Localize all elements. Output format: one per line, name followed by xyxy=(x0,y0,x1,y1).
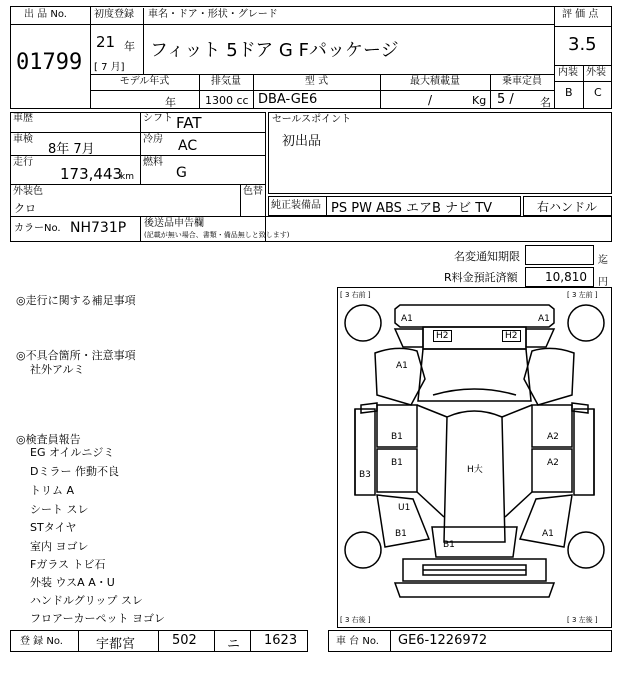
inspector-item: Dミラー 作動不良 xyxy=(30,465,119,478)
defects-title: ◎不具合箇所・注意事項 xyxy=(16,349,136,362)
capacity-unit: 名 xyxy=(540,96,551,109)
inspection-value: 8年 7月 xyxy=(48,142,95,157)
mileage-label: 走行 xyxy=(13,157,33,168)
car-name: フィット 5ドア G Fパッケージ xyxy=(150,40,399,61)
sales-point-value: 初出品 xyxy=(282,134,322,149)
displacement-label: 排気量 xyxy=(211,76,241,87)
year-unit: 年 xyxy=(124,40,135,53)
aftermarket-label: 後送品申告欄 xyxy=(144,218,204,229)
displacement-value: 1300 cc xyxy=(205,94,249,107)
damage-mark: B3 xyxy=(359,470,371,480)
exterior-grade-label: 外装 xyxy=(586,67,606,78)
chassis-value: GE6-1226972 xyxy=(398,633,488,648)
inspector-item: シート スレ xyxy=(30,503,89,516)
lot-number-label: 出 品 No. xyxy=(24,9,67,20)
fuel-label: 燃料 xyxy=(143,157,163,168)
recycle-value: 10,810 xyxy=(545,270,587,284)
inspection-label: 車検 xyxy=(13,134,33,145)
registration-number: 1623 xyxy=(264,633,298,648)
capacity-label: 乗車定員 xyxy=(502,76,542,87)
inspector-item: 室内 ヨゴレ xyxy=(30,540,89,553)
ac-value: AC xyxy=(178,138,198,154)
color-no-value: NH731P xyxy=(70,220,127,236)
interior-grade: B xyxy=(565,86,573,99)
damage-mark: H2 xyxy=(502,330,521,342)
inspector-item: ハンドルグリップ スレ xyxy=(30,594,143,607)
damage-mark: U1 xyxy=(398,503,411,513)
name-change-box xyxy=(525,245,594,265)
shift-value: FAT xyxy=(176,114,202,132)
exterior-grade: C xyxy=(594,86,602,99)
exterior-color-value: クロ xyxy=(14,202,36,215)
damage-mark: B1 xyxy=(395,529,407,539)
max-load-value: / xyxy=(428,93,433,107)
exterior-color-label: 外装色 xyxy=(13,186,43,197)
damage-mark: H2 xyxy=(433,330,452,342)
tire-tag: [ 3 右前 ] xyxy=(340,291,371,299)
tire-tag: [ 3 左後 ] xyxy=(567,616,598,624)
handle-value: 右ハンドル xyxy=(537,200,598,214)
first-registration-month: [ 7 月] xyxy=(94,62,125,73)
damage-mark: A1 xyxy=(401,314,413,324)
inspector-item: 外装 ウスA A・U xyxy=(30,576,115,589)
damage-mark: B1 xyxy=(391,432,403,442)
max-load-unit: Kg xyxy=(472,94,487,107)
registration-place: 宇都宮 xyxy=(96,637,136,652)
type-label: 型 式 xyxy=(304,76,329,87)
inspector-item: EG オイルニジミ xyxy=(30,446,115,459)
inspector-item: Fガラス トビ石 xyxy=(30,558,106,571)
tire-tag: [ 3 左前 ] xyxy=(567,291,598,299)
car-diagram xyxy=(337,287,612,628)
inspector-item: トリム A xyxy=(30,484,75,497)
recycle-unit: 円 xyxy=(598,277,608,288)
inspector-item: STタイヤ xyxy=(30,521,77,534)
aftermarket-note: (記載が無い場合、書類・備品無しと致します) xyxy=(144,231,290,239)
model-year-label: モデル年式 xyxy=(119,76,170,87)
shift-label: シフト xyxy=(143,113,173,124)
ac-label: 冷房 xyxy=(143,134,163,145)
inspector-report-title: ◎検査員報告 xyxy=(16,433,81,446)
mileage-value: 173,443 xyxy=(60,165,123,183)
color-no-label: カラーNo. xyxy=(14,223,61,234)
max-load-label: 最大積載量 xyxy=(410,76,460,87)
damage-mark: A1 xyxy=(396,361,408,371)
car-name-label: 車名・ドア・形状・グレード xyxy=(148,9,278,20)
equipment-value: PS PW ABS エアB ナビ TV xyxy=(331,201,493,216)
first-registration-label: 初度登録 xyxy=(94,9,134,20)
registration-label: 登 録 No. xyxy=(20,636,63,647)
damage-mark: B1 xyxy=(443,540,455,550)
damage-mark: H大 xyxy=(467,465,483,475)
type-value: DBA-GE6 xyxy=(258,92,318,107)
damage-mark: B1 xyxy=(391,458,403,468)
recycle-label: R料金預託済額 xyxy=(444,271,518,284)
score-value: 3.5 xyxy=(568,34,597,55)
driving-remarks-title: ◎走行に関する補足事項 xyxy=(16,294,136,307)
damage-mark: A2 xyxy=(547,432,559,442)
first-registration-year: 21 xyxy=(96,33,116,51)
damage-mark: A1 xyxy=(542,529,554,539)
sales-point-label: セールスポイント xyxy=(272,114,352,125)
tire-tag: [ 3 右後 ] xyxy=(340,616,371,624)
name-change-label: 名変通知期限 xyxy=(454,250,520,263)
capacity-value: 5 / xyxy=(497,92,514,107)
mileage-unit: km xyxy=(120,172,134,182)
defect-item: 社外アルミ xyxy=(30,363,85,376)
interior-grade-label: 内装 xyxy=(558,67,578,78)
lot-number: 01799 xyxy=(16,50,83,75)
damage-mark: A2 xyxy=(547,458,559,468)
color-change-label: 色替 xyxy=(243,186,263,197)
fuel-value: G xyxy=(176,165,187,181)
damage-mark: A1 xyxy=(538,314,550,324)
history-label: 車歴 xyxy=(13,113,33,124)
registration-kana: ニ xyxy=(227,637,241,652)
score-label: 評 価 点 xyxy=(562,9,599,20)
equipment-label: 純正装備品 xyxy=(271,200,321,211)
name-change-unit: 迄 xyxy=(598,255,608,266)
chassis-label: 車 台 No. xyxy=(336,636,379,647)
inspector-item: フロアーカーペット ヨゴレ xyxy=(30,612,165,625)
registration-class: 502 xyxy=(172,633,197,648)
model-year-value: 年 xyxy=(165,96,176,109)
